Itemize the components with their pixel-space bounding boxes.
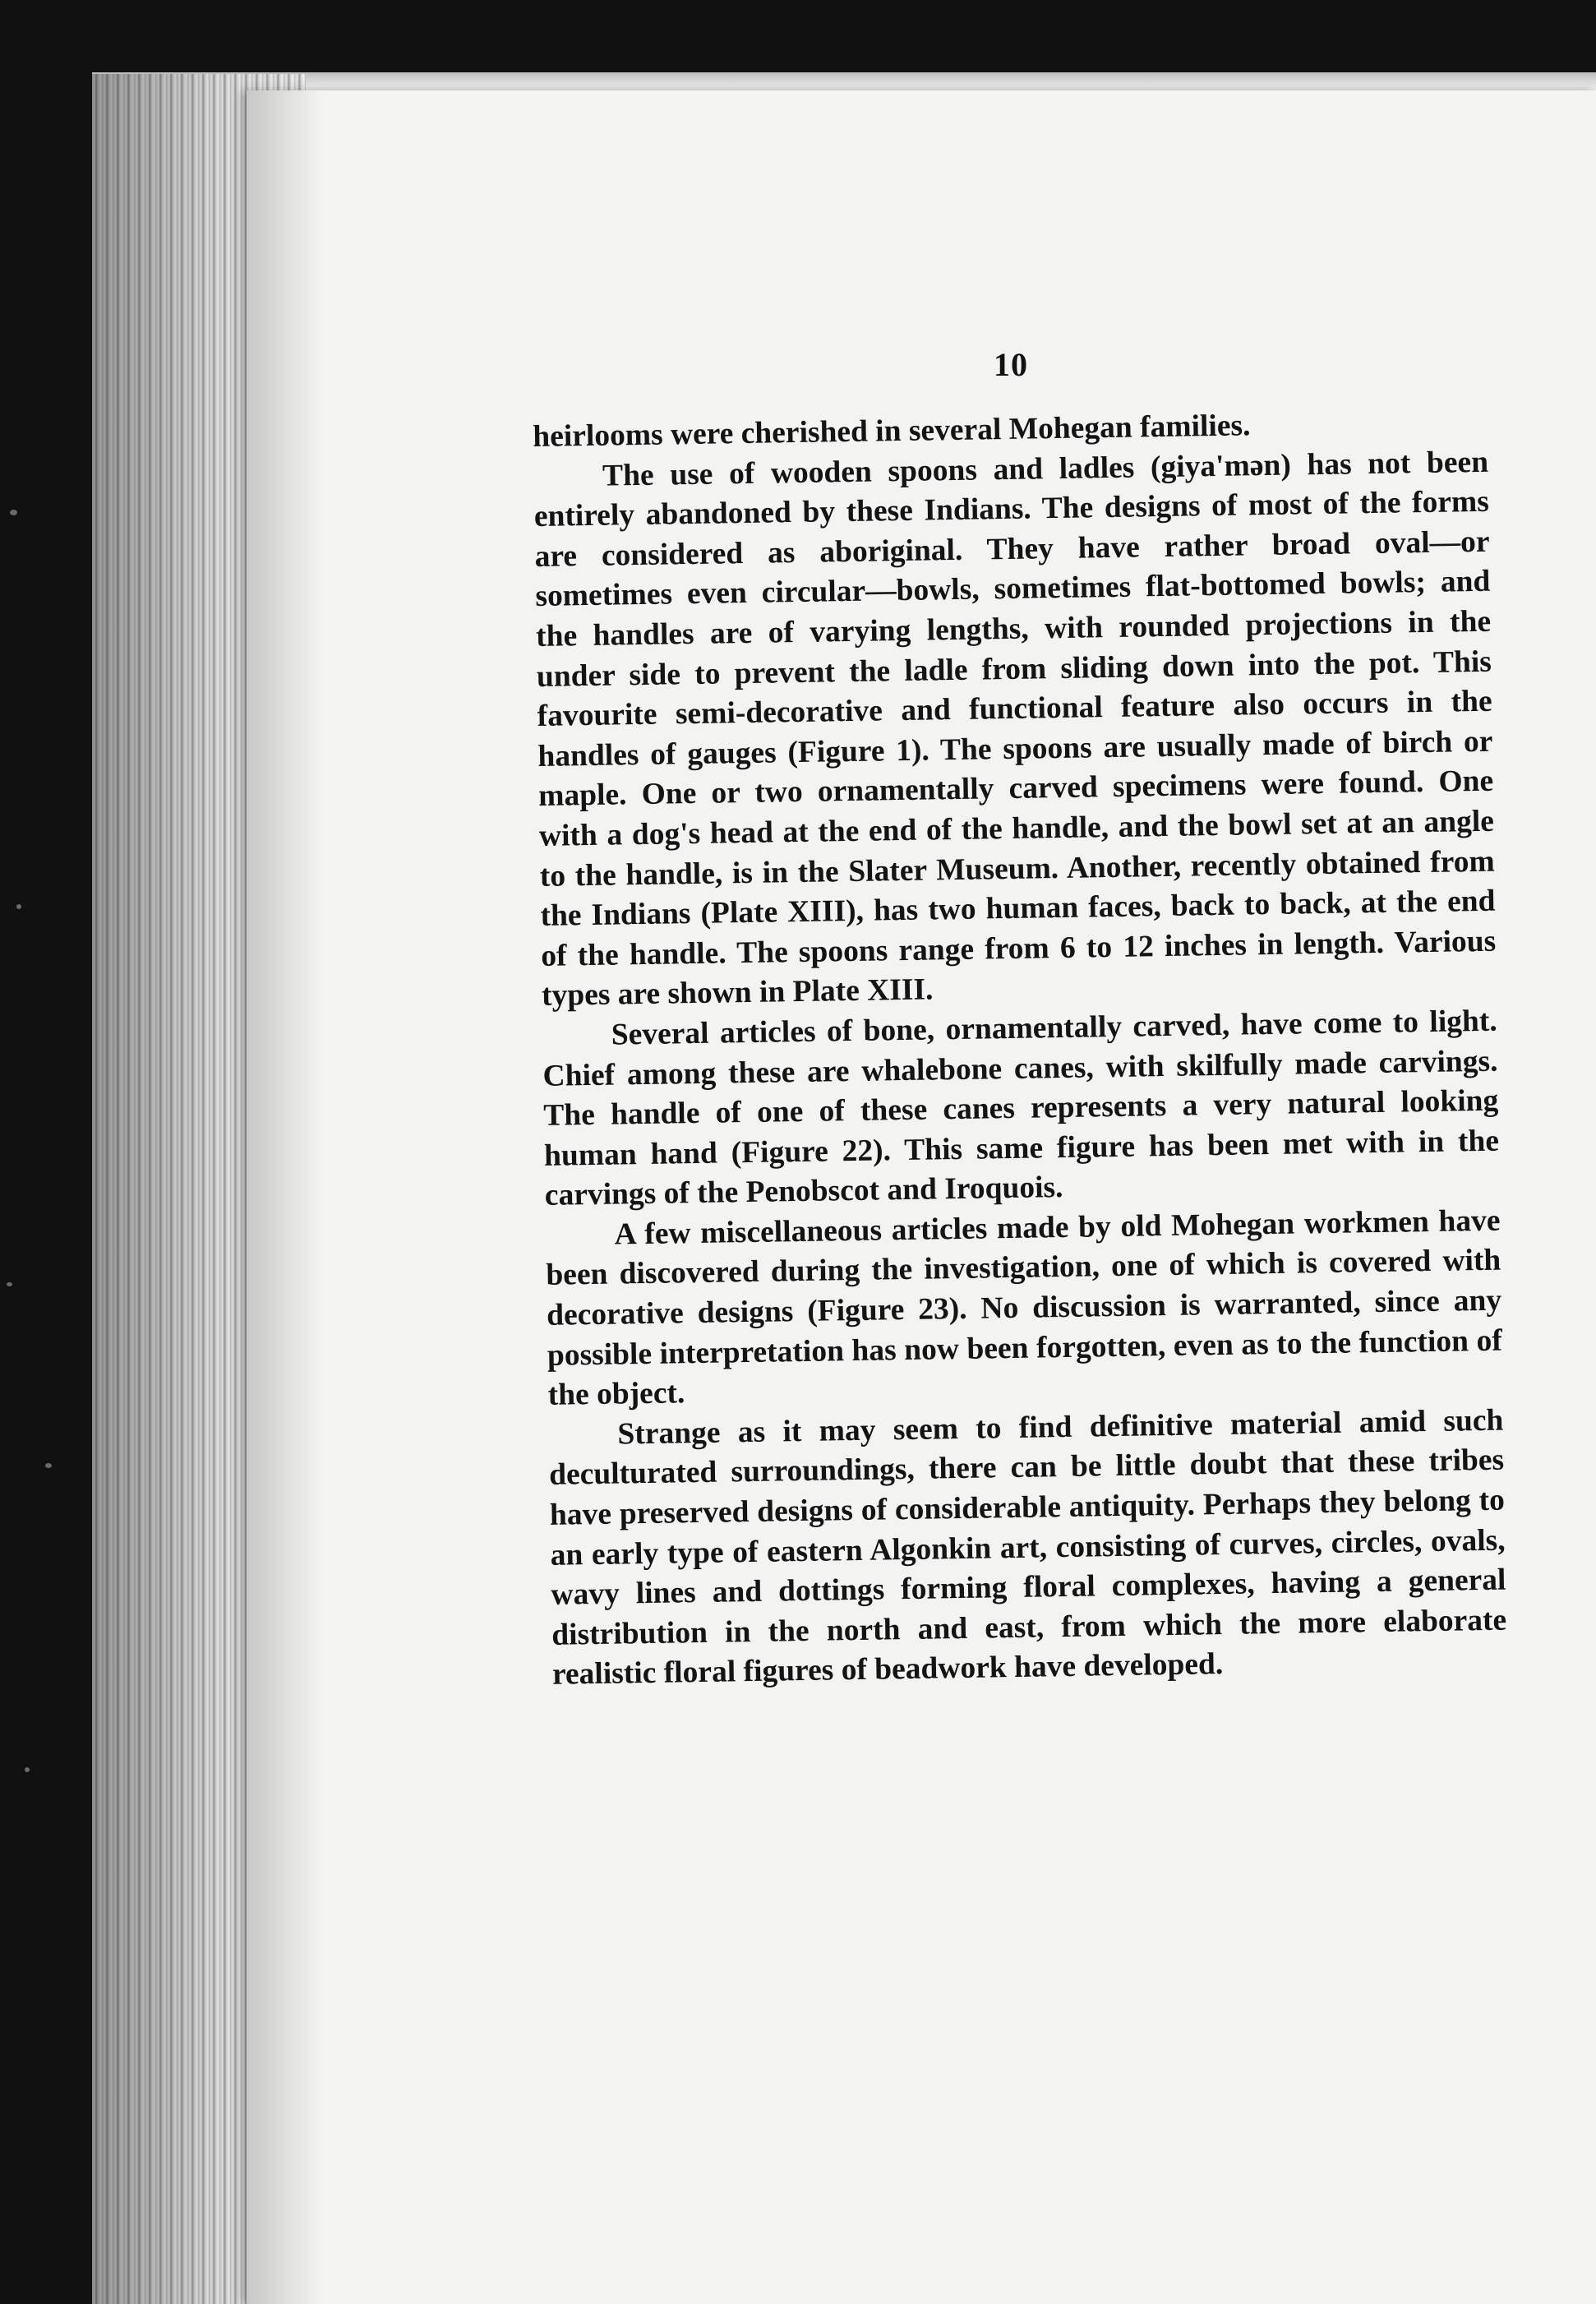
body-text [533, 403, 1507, 1696]
scan-speck [25, 1767, 30, 1772]
paragraph: Strange as it may seem to find definitive material amid such deculturated surroundings, there can be little doubt that these tribes have preserved designs of considerable antiquity. Perhaps they belong to an early type of eastern Algonkin art, consisting of curves, circles, ovals, wavy lines and dottings forming floral complexes, having a general distribution in the north and east, from which the more elaborate realistic floral figures of beadwork have developed. [548, 1403, 1507, 1692]
paragraph: The use of wooden spoons and ladles (giya'mən) has not been entirely abandoned by these Indians. The designs of most of the forms are considered as aboriginal. They have rather broad oval—or sometimes even circular—bowls, sometimes flat-bottomed bowls; and the handles are of varying lengths, with rounded projections in the under side to prevent the ladle from sliding down into the pot. This favourite semi-decorative and functional feature also occurs in the handles of gauges (Figure 1). The spoons are usually made of birch or maple. One or two ornamentally carved specimens were found. One with a dog's head at the end of the handle, and the bowl set at an angle to the handle, is in the Slater Museum. Another, recently obtained from the Indians (Plate XIII), has two human faces, back to back, at the end of the handle. The spoons range from 6 to 12 inches in length. Various types are shown in Plate XIII. [533, 445, 1497, 1013]
page-number: 10 [994, 346, 1028, 383]
paragraph: heirlooms were cherished in several Mohegan families. [533, 409, 1251, 454]
paragraph: A few miscellaneous articles made by old Mohegan workmen have been discovered during the investigation, one of which is covered with decorative designs (Figure 23). No discussion is warranted, since any possible interpretation has now been forgotten, even as to the function of the object. [546, 1203, 1503, 1413]
scan-speck [45, 1463, 52, 1468]
gutter-shadow [247, 90, 321, 2304]
scan-speck [16, 904, 21, 909]
scan-speck [10, 510, 17, 515]
scan-speck [7, 1282, 12, 1286]
paragraph: Several articles of bone, ornamentally carved, have come to light. Chief among these are whalebone canes, with skilfully made carvings. The handle of one of these canes represents a very natural looking human hand (Figure 22). This same figure has been met with in the carvings of the Penobscot and Iroquois. [542, 1004, 1500, 1213]
